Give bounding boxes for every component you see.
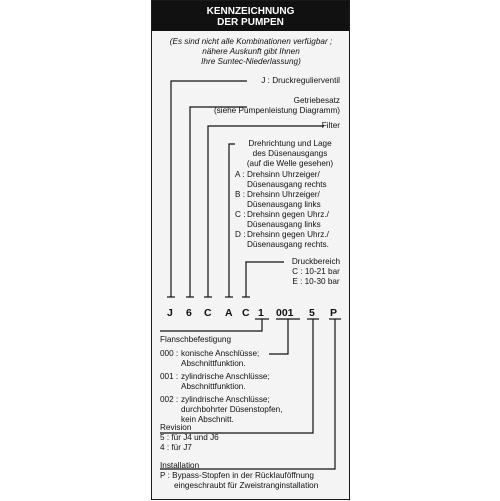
flansch-option-000 [160, 349, 283, 369]
option-line: Drehsinn gegen Uhrz./ [247, 210, 329, 219]
option-text [247, 170, 327, 190]
option-line: Drehsinn gegen Uhrz./ [247, 230, 329, 239]
option-line: durchbohrter Düsenstopfen, [181, 405, 283, 414]
pump-designation-sheet [151, 0, 350, 500]
option-code: C : [235, 210, 246, 219]
code-char-5: 5 [309, 307, 315, 319]
header-title-line2: DER PUMPEN [217, 17, 284, 28]
code-char-a: A [225, 307, 233, 319]
code-char-1: 1 [258, 307, 264, 319]
label-drehrichtung [238, 139, 342, 169]
option-code: 002 : [160, 395, 179, 404]
drehrichtung-line: Drehrichtung und Lage [248, 139, 332, 148]
option-text [181, 372, 270, 392]
drehrichtung-line: (auf die Welle gesehen) [246, 159, 334, 168]
label-druckbereich [288, 257, 344, 287]
option-text [181, 395, 283, 425]
code-char-p: P [330, 307, 338, 319]
revision-option-5: 5 : für J4 und J6 [160, 433, 219, 442]
note-line: (Es sind nicht alle Kombinationen verfügbar ; [169, 37, 333, 46]
getriebesatz-line: Getriebesatz [293, 96, 340, 105]
option-text [247, 190, 321, 210]
installation-option-p-cont: eingeschraubt für Zweistranginstallation [174, 481, 319, 490]
label-druckregulierventil: J : Druckregulierventil [261, 76, 340, 85]
option-line: zylindrische Anschlüsse; [181, 372, 270, 381]
label-flanschbefestigung: Flanschbefestigung [160, 335, 232, 344]
flansch-option-001 [160, 372, 283, 392]
option-text [181, 349, 259, 369]
druckbereich-title: Druckbereich [291, 257, 341, 266]
header-title-line1: KENNZEICHNUNG [206, 6, 295, 17]
revision-option-4: 4 : für J7 [160, 443, 192, 452]
installation-title: Installation [160, 461, 200, 470]
drehrichtung-option-b [235, 190, 329, 210]
option-line: Abschnittfunktion. [181, 382, 246, 391]
leader-line-flanschbefestigung [160, 319, 262, 331]
druckbereich-option-c: C : 10-21 bar [292, 267, 340, 276]
note-line: Ihre Suntec-Niederlassung) [201, 57, 301, 66]
note-line: nähere Auskunft gibt Ihnen [202, 47, 300, 56]
option-code: A : [235, 170, 245, 179]
option-text [247, 230, 329, 250]
code-char-c2: C [242, 307, 250, 319]
code-char-001: 001 [276, 307, 294, 319]
label-filter: Filter [321, 121, 340, 130]
option-line: konische Anschlüsse; [181, 349, 260, 358]
option-line: Drehsinn Uhrzeiger/ [247, 190, 320, 199]
option-code: 001 : [160, 372, 179, 381]
revision-title: Revision [160, 423, 192, 432]
getriebesatz-line: (siehe Pumpenleistung Diagramm) [213, 106, 340, 115]
drehrichtung-options [235, 170, 329, 250]
flansch-option-002 [160, 395, 283, 425]
code-char-6: 6 [186, 307, 192, 319]
option-line: Düsenausgang links [247, 220, 321, 229]
drehrichtung-option-d [235, 230, 329, 250]
drehrichtung-line: des Düsenausgangs [252, 149, 328, 158]
drehrichtung-option-a [235, 170, 329, 190]
code-char-c: C [204, 307, 212, 319]
label-revision [160, 423, 219, 453]
flansch-options [160, 349, 283, 425]
code-char-j: J [167, 307, 173, 319]
option-line: kein Abschnitt. [181, 415, 234, 424]
option-line: Düsenausgang links [247, 200, 321, 209]
option-line: zylindrische Anschlüsse; [181, 395, 270, 404]
drehrichtung-option-c [235, 210, 329, 230]
option-line: Düsenausgang rechts. [247, 240, 329, 249]
druckbereich-option-e: E : 10-30 bar [292, 277, 340, 286]
leader-line-druckbereich [246, 262, 284, 297]
label-getriebesatz [214, 96, 340, 116]
option-line: Düsenausgang rechts [247, 180, 327, 189]
option-text [247, 210, 329, 230]
option-code: D : [235, 230, 246, 239]
label-installation [160, 461, 318, 491]
installation-option-p: P : Bypass-Stopfen in der Rücklauföffnung [160, 471, 314, 480]
option-code: 000 : [160, 349, 179, 358]
option-line: Drehsinn Uhrzeiger/ [247, 170, 320, 179]
option-line: Abschnittfunktion. [181, 359, 246, 368]
option-code: B : [235, 190, 246, 199]
